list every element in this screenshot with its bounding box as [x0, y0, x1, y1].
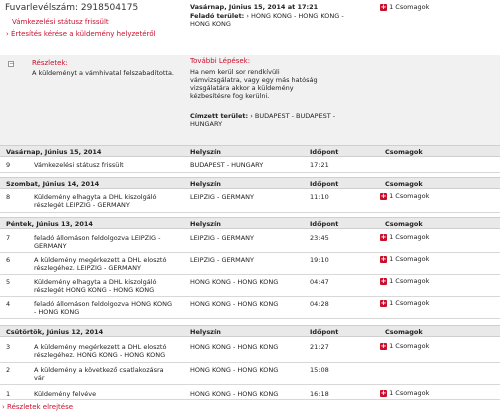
- row-packages[interactable]: [380, 255, 429, 263]
- row-location: HONG KONG - HONG KONG: [190, 300, 279, 308]
- row-packages[interactable]: [380, 277, 429, 285]
- column-time: Időpont: [310, 180, 339, 188]
- divider: [0, 296, 500, 297]
- sender-value: HONG KONG - HONG KONG - HONG KONG: [190, 12, 344, 28]
- packages-label: 1 Csomagok: [389, 255, 430, 263]
- row-time: 04:28: [310, 300, 329, 308]
- packages-label: 1 Csomagok: [389, 389, 430, 397]
- chevron-right-icon: ›: [6, 30, 9, 38]
- divider: [0, 384, 500, 385]
- expand-plus-icon[interactable]: +: [380, 3, 387, 11]
- next-steps-text: Ha nem kerül sor rendkívüli vámvizsgálatra, vagy egy más hatóság vizsgálatára akkor a küldemény kézbesítésre fog kerülni.: [190, 68, 318, 100]
- row-time: 11:10: [310, 193, 329, 201]
- hide-details-link[interactable]: [2, 403, 73, 411]
- packages-label: 1 Csomagok: [389, 233, 430, 241]
- chevron-right-icon: ›: [246, 12, 249, 20]
- column-time: Időpont: [310, 220, 339, 228]
- row-number: 7: [6, 234, 11, 242]
- row-description: A küldemény a következő csatlakozásra vár: [34, 366, 164, 382]
- row-packages[interactable]: [380, 192, 429, 200]
- column-location: Helyszín: [190, 220, 221, 228]
- row-location: HONG KONG - HONG KONG: [190, 366, 279, 374]
- column-location: Helyszín: [190, 148, 221, 156]
- row-location: HONG KONG - HONG KONG: [190, 390, 279, 398]
- row-description: Küldemény elhagyta a DHL kiszolgáló részlegét LEIPZIG - GERMANY: [34, 193, 157, 209]
- row-time: 17:21: [310, 161, 329, 169]
- row-location: LEIPZIG - GERMANY: [190, 193, 254, 201]
- divider: [0, 172, 500, 173]
- row-number: 9: [6, 161, 11, 169]
- chevron-right-icon: ›: [2, 403, 5, 411]
- row-location: LEIPZIG - GERMANY: [190, 256, 254, 264]
- divider: [0, 399, 500, 400]
- collapse-icon[interactable]: −: [9, 60, 15, 67]
- row-number: 6: [6, 256, 11, 264]
- row-location: BUDAPEST - HUNGARY: [190, 161, 264, 169]
- row-number: 5: [6, 278, 11, 286]
- destination-area: [190, 112, 355, 128]
- expand-plus-icon[interactable]: +: [380, 342, 387, 350]
- expand-plus-icon[interactable]: +: [380, 299, 387, 307]
- row-time: 23:45: [310, 234, 329, 242]
- row-packages[interactable]: [380, 299, 429, 307]
- notify-link[interactable]: [6, 29, 156, 39]
- header-packages[interactable]: [380, 3, 429, 11]
- row-packages[interactable]: [380, 342, 429, 350]
- next-steps-title: További Lépések:: [190, 57, 251, 65]
- row-description: Vámkezelési státusz frissült: [34, 161, 124, 169]
- packages-label: 1 Csomagok: [389, 299, 430, 307]
- row-description: Küldemény elhagyta a DHL kiszolgáló részlegét HONG KONG - HONG KONG: [34, 278, 157, 294]
- destination-label: Címzett terület:: [190, 112, 249, 120]
- waybill-number: Fuvarlevélszám: 2918504175: [5, 3, 139, 13]
- row-location: LEIPZIG - GERMANY: [190, 234, 254, 242]
- divider: [0, 212, 500, 213]
- expand-plus-icon[interactable]: +: [380, 233, 387, 241]
- row-description: feladó állomáson feldolgozva HONG KONG - HONG KONG: [34, 300, 172, 316]
- packages-label: 1 Csomagok: [389, 192, 430, 200]
- column-location: Helyszín: [190, 328, 221, 336]
- row-time: 19:10: [310, 256, 329, 264]
- day-label: Vasárnap, Június 15, 2014: [6, 148, 102, 156]
- hide-details-label: Részletek elrejtése: [7, 403, 74, 411]
- row-packages[interactable]: [380, 233, 429, 241]
- row-number: 2: [6, 366, 11, 374]
- day-label: Péntek, Június 13, 2014: [6, 220, 93, 228]
- row-time: 21:27: [310, 343, 329, 351]
- column-time: Időpont: [310, 328, 339, 336]
- expand-plus-icon[interactable]: +: [380, 389, 387, 397]
- header-date: Vasárnap, Június 15, 2014 at 17:21: [190, 3, 319, 11]
- divider: [0, 362, 500, 363]
- row-time: 16:18: [310, 390, 329, 398]
- divider: [0, 318, 500, 319]
- destination-value: BUDAPEST - BUDAPEST - HUNGARY: [190, 112, 336, 128]
- day-label: Szombat, Június 14, 2014: [6, 180, 100, 188]
- row-description: A küldemény megérkezett a DHL elosztó részlegéhez. LEIPZIG - GERMANY: [34, 256, 167, 272]
- row-description: Küldemény felvéve: [34, 390, 97, 398]
- row-description: A küldemény megérkezett a DHL elosztó részlegéhez. HONG KONG - HONG KONG: [34, 343, 167, 359]
- row-time: 15:08: [310, 366, 329, 374]
- row-number: 4: [6, 300, 11, 308]
- sender-label: Feladó terület:: [190, 12, 245, 20]
- row-description: feladó állomáson feldolgozva LEIPZIG - GERMANY: [34, 234, 161, 250]
- status-text: Vámkezelési státusz frissült: [12, 18, 109, 26]
- row-number: 1: [6, 390, 11, 398]
- sender-area: [190, 12, 360, 28]
- divider: [0, 274, 500, 275]
- divider: [0, 252, 500, 253]
- expand-plus-icon[interactable]: +: [380, 192, 387, 200]
- row-number: 3: [6, 343, 11, 351]
- details-title: Részletek:: [32, 59, 68, 67]
- column-packages: Csomagok: [385, 328, 423, 336]
- expand-plus-icon[interactable]: +: [380, 277, 387, 285]
- column-packages: Csomagok: [385, 148, 423, 156]
- column-packages: Csomagok: [385, 180, 423, 188]
- packages-label: 1 Csomagok: [389, 3, 430, 11]
- packages-label: 1 Csomagok: [389, 277, 430, 285]
- column-time: Időpont: [310, 148, 339, 156]
- details-text: A küldeményt a vámhivatal felszabadította.: [32, 69, 174, 77]
- row-number: 8: [6, 193, 11, 201]
- column-packages: Csomagok: [385, 220, 423, 228]
- column-location: Helyszín: [190, 180, 221, 188]
- row-packages[interactable]: [380, 389, 429, 397]
- row-location: HONG KONG - HONG KONG: [190, 343, 279, 351]
- expand-plus-icon[interactable]: +: [380, 255, 387, 263]
- row-location: HONG KONG - HONG KONG: [190, 278, 279, 286]
- row-time: 04:47: [310, 278, 329, 286]
- chevron-right-icon: ›: [250, 112, 253, 120]
- day-label: Csütörtök, Június 12, 2014: [6, 328, 104, 336]
- notify-link-label: Értesítés kérése a küldemény helyzetéről: [11, 30, 156, 38]
- packages-label: 1 Csomagok: [389, 342, 430, 350]
